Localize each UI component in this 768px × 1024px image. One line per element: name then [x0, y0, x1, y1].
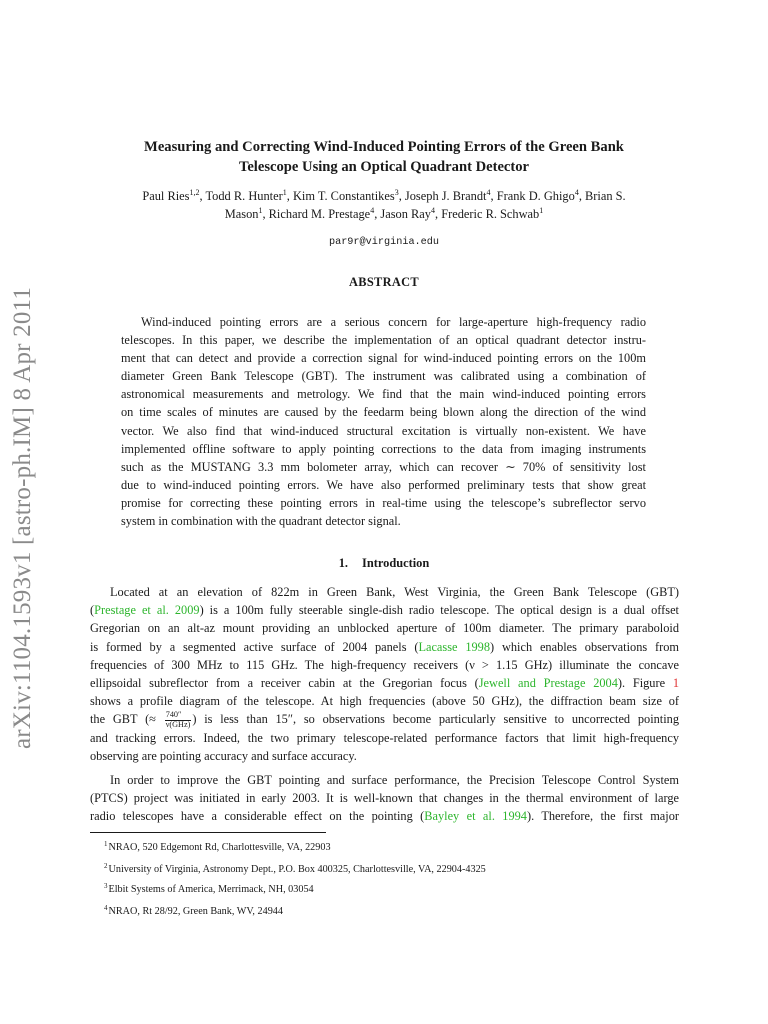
- body-line: In order to improve the GBT pointing and surface performance, the Precision Telescope Control System: [110, 772, 679, 787]
- footnote: [104, 839, 331, 853]
- author-affiliation-mark: 4: [486, 187, 491, 197]
- footnote-text: University of Virginia, Astronomy Dept., P.O. Box 400325, Charlottesville, VA, 22904-4325: [108, 864, 486, 875]
- author-list-line-2: [60, 206, 708, 224]
- author-separator: ,: [434, 206, 442, 221]
- author-list: [60, 188, 708, 223]
- author-separator: ,: [578, 189, 586, 203]
- abstract-line: such as the MUSTANG 3.3 mm bolometer array, which can recover ∼ 70% of sensitivity lost: [121, 459, 646, 474]
- figure-reference-link[interactable]: 1: [672, 675, 679, 690]
- author-separator: ,: [199, 189, 206, 203]
- body-text: is formed by a segmented active surface of 2004 panels (: [90, 639, 419, 654]
- author-affiliation-mark: 1: [282, 187, 287, 197]
- contact-email[interactable]: par9r@virginia.edu: [328, 237, 440, 248]
- body-line: [90, 601, 679, 619]
- body-text: ellipsoidal subreflector from a receiver cabin at the Gregorian focus (: [90, 675, 479, 690]
- citation-link[interactable]: Jewell and Prestage 2004: [478, 675, 618, 690]
- footnote-text: NRAO, 520 Edgemont Rd, Charlottesville, VA, 22903: [108, 842, 331, 853]
- abstract-line: ment that can detect and provide a correction signal for wind-induced pointing errors on the 100m: [121, 351, 646, 366]
- body-text: ) is a 100m fully steerable single-dish radio telescope. The optical design is a dual offset: [199, 603, 679, 618]
- citation-link[interactable]: Prestage et al. 2009: [94, 603, 200, 618]
- abstract-line: diameter Green Bank Telescope (GBT). The instrument was calibrated using a combination of: [121, 369, 646, 384]
- section-heading-introduction: [60, 556, 708, 571]
- footnote-mark: 3: [104, 881, 108, 890]
- body-line: [90, 710, 679, 728]
- abstract-body: [121, 313, 646, 530]
- footnote: [104, 861, 486, 875]
- body-line: Gregorian on an alt-az mount providing an unblocked aperture of 100m diameter. The primary paraboloid: [90, 621, 679, 636]
- paper-title: [60, 137, 708, 177]
- body-line: (PTCS) project was initiated in early 2003. It is well-known that changes in the thermal environment of large: [90, 791, 679, 806]
- author-affiliation-mark: 1,2: [189, 187, 200, 197]
- author-name: Frank D. Ghigo: [496, 189, 575, 203]
- author-separator: ,: [490, 189, 497, 203]
- citation-link[interactable]: Bayley et al. 1994: [424, 809, 527, 824]
- author-affiliation-mark: 4: [574, 187, 579, 197]
- section-title: Introduction: [362, 556, 430, 570]
- author-name: Richard M. Prestage: [268, 206, 371, 221]
- introduction-paragraph-1: [90, 583, 679, 765]
- body-line: frequencies of 300 MHz to 115 GHz. The high-frequency receivers (ν > 1.15 GHz) illuminate the concave: [90, 657, 679, 672]
- author-affiliation-mark: 1: [258, 205, 263, 215]
- body-text: the GBT (≈: [90, 712, 164, 727]
- beam-size-fraction: [165, 711, 192, 728]
- abstract-line: Wind-induced pointing errors are a serious concern for large-aperture high-frequency radio: [141, 315, 646, 329]
- body-line: [90, 638, 679, 656]
- author-affiliation-mark: 4: [370, 205, 375, 215]
- abstract-line: implemented offline software to apply pointing corrections to the data from imaging instruments: [121, 441, 646, 456]
- abstract-heading: ABSTRACT: [349, 275, 419, 289]
- footnote-text: Elbit Systems of America, Merrimack, NH, 03054: [108, 884, 314, 895]
- introduction-paragraph-2: [90, 771, 679, 826]
- abstract-line: due to wind-induced pointing errors. We have also performed preliminary tests that show great: [121, 477, 646, 492]
- body-line: and tracking errors. Indeed, the two primary telescope-related performance factors that limit high-frequency: [90, 730, 679, 745]
- body-text: ). Figure: [617, 675, 673, 690]
- author-name-part: Mason: [224, 206, 259, 221]
- author-separator: ,: [286, 189, 293, 203]
- paper-title-line-1: Measuring and Correcting Wind-Induced Pointing Errors of the Green Bank: [144, 139, 624, 155]
- footnote-mark: 2: [104, 861, 108, 870]
- body-text: radio telescopes have a considerable effect on the pointing (: [90, 809, 425, 824]
- author-affiliation-mark: 4: [430, 205, 435, 215]
- author-name: Kim T. Constantikes: [292, 189, 395, 203]
- author-name: Paul Ries: [142, 189, 190, 203]
- body-text: ) which enables observations from: [490, 639, 679, 654]
- body-text: ). Therefore, the first major: [526, 809, 679, 824]
- footnote: [104, 881, 314, 895]
- paper-title-line-2: Telescope Using an Optical Quadrant Detector: [238, 159, 530, 175]
- author-name: Todd R. Hunter: [205, 189, 283, 203]
- abstract-line: on time scales of minutes are caused by the feedarm being blown along the direction of the wind: [121, 405, 646, 420]
- fraction-numerator: 740″: [165, 711, 192, 721]
- author-name-part: Brian S.: [585, 189, 626, 203]
- author-affiliation-mark: 3: [394, 187, 399, 197]
- fraction-denominator: ν(GHz): [165, 719, 191, 729]
- author-name: Frederic R. Schwab: [441, 206, 540, 221]
- author-affiliation-mark: 1: [539, 205, 544, 215]
- body-line: observing are pointing accuracy and surface accuracy.: [90, 748, 357, 763]
- footnote-divider: [90, 832, 326, 833]
- body-line: shows a profile diagram of the telescope. At high frequencies (above 50 GHz), the diffraction beam size of: [90, 694, 679, 709]
- abstract-line: vector. We also find that wind-induced structural excitation is virtually non-existent. We have: [121, 423, 646, 438]
- arxiv-identifier-text: arXiv:1104.1593v1 [astro-ph.IM] 8 Apr 2011: [9, 286, 36, 749]
- author-name: Jason Ray: [380, 206, 431, 221]
- abstract-line: telescopes. In this paper, we describe the implementation of an optical quadrant detector instru-: [121, 333, 646, 348]
- citation-link[interactable]: Lacasse 1998: [418, 639, 491, 654]
- arxiv-identifier-stamp: [4, 265, 42, 770]
- introduction-body: [90, 583, 679, 825]
- body-text: ) is less than 15″, so observations become particularly sensitive to uncorrected pointing: [192, 712, 679, 727]
- abstract-line: system in combination with the quadrant detector signal.: [121, 514, 401, 529]
- body-text: (: [90, 603, 95, 618]
- abstract-line: astronomical measurements and metrology. We find that the main wind-induced pointing errors: [121, 387, 646, 402]
- footnote: [104, 903, 283, 917]
- body-line: [90, 674, 679, 692]
- author-list-line-1: [60, 188, 708, 206]
- author-separator: ,: [262, 206, 269, 221]
- abstract-line: promise for correcting these pointing errors in real-time using the telescope’s subreflector servo: [121, 495, 646, 510]
- author-separator: ,: [398, 189, 405, 203]
- footnote-mark: 4: [104, 903, 108, 912]
- section-number: 1.: [338, 556, 349, 570]
- footnote-text: NRAO, Rt 28/92, Green Bank, WV, 24944: [108, 906, 283, 917]
- author-name: Joseph J. Brandt: [404, 189, 487, 203]
- body-line: [90, 807, 679, 825]
- author-separator: ,: [374, 206, 381, 221]
- body-line: Located at an elevation of 822m in Green Bank, West Virginia, the Green Bank Telescope (GBT): [110, 585, 679, 599]
- footnote-mark: 1: [104, 839, 108, 848]
